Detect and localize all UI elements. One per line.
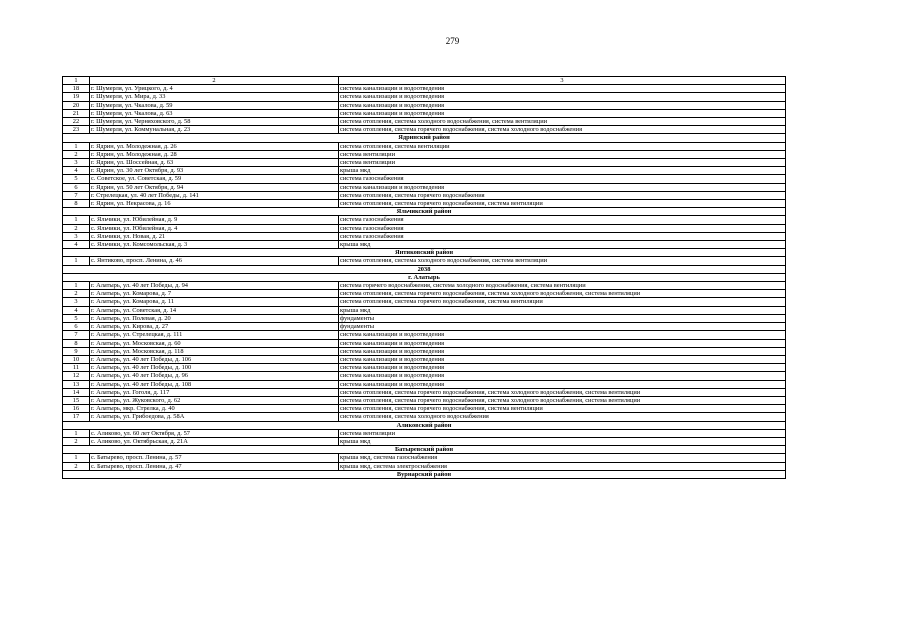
row-address: г. Алатырь, ул. Московская, д. 118 (90, 347, 339, 355)
row-work-type: система канализации и водоотведения (339, 380, 786, 388)
row-address: г. Стрелецкая, ул. 40 лет Победы, д. 141 (90, 191, 339, 199)
row-address: г. Алатырь, ул. Грибоедова, д. 58А (90, 413, 339, 421)
table-row (63, 372, 786, 380)
row-number: 22 (63, 118, 90, 126)
row-number: 17 (63, 413, 90, 421)
row-address: г. Шумерля, ул. Мира, д. 33 (90, 93, 339, 101)
row-number: 6 (63, 183, 90, 191)
row-address: г. Шумерля, ул. Чкалова, д. 59 (90, 101, 339, 109)
row-number: 6 (63, 323, 90, 331)
row-address: г. Алатырь, ул. Стрелецкая, д. 111 (90, 331, 339, 339)
row-address: г. Алатырь, ул. Полевая, д. 20 (90, 314, 339, 322)
row-address: г. Шумерля, ул. Черняховского, д. 58 (90, 118, 339, 126)
row-address: г. Алатырь, мкр. Стрелка, д. 40 (90, 405, 339, 413)
row-address: с. Батырево, просп. Ленина, д. 57 (90, 454, 339, 462)
row-address: г. Алатырь, ул. Комарова, д. 7 (90, 290, 339, 298)
row-number: 3 (63, 298, 90, 306)
row-work-type: крыша мкд (339, 437, 786, 445)
row-address: г. Ядрин, ул. Некрасова, д. 16 (90, 200, 339, 208)
row-number: 21 (63, 109, 90, 117)
table-row (63, 93, 786, 101)
section-title: Аликовский район (63, 421, 786, 429)
row-number: 7 (63, 331, 90, 339)
section-heading-row (63, 470, 786, 478)
row-number: 13 (63, 380, 90, 388)
table-row (63, 405, 786, 413)
page-number: 279 (445, 36, 460, 46)
row-work-type: система канализации и водоотведения (339, 93, 786, 101)
row-number: 1 (63, 257, 90, 265)
section-heading-row (63, 273, 786, 281)
row-number: 2 (63, 462, 90, 470)
row-number: 4 (63, 306, 90, 314)
header-col-3: 3 (339, 77, 786, 85)
row-address: г. Алатырь, ул. Кирова, д. 27 (90, 323, 339, 331)
row-work-type: система газоснабжения (339, 175, 786, 183)
row-address: г. Алатырь, ул. Комарова, д. 11 (90, 298, 339, 306)
row-number: 16 (63, 405, 90, 413)
table-row (63, 437, 786, 445)
row-number: 1 (63, 142, 90, 150)
row-number: 8 (63, 200, 90, 208)
row-number: 19 (63, 93, 90, 101)
table-row (63, 150, 786, 158)
table-body (63, 77, 786, 479)
table-row (63, 306, 786, 314)
table-row (63, 454, 786, 462)
row-number: 23 (63, 126, 90, 134)
row-address: г. Шумерля, ул. Чкалова, д. 63 (90, 109, 339, 117)
row-number: 20 (63, 101, 90, 109)
table-row (63, 200, 786, 208)
table-row (63, 413, 786, 421)
row-work-type: система отопления, система горячего водоснабжения, система холодного водоснабжения (339, 126, 786, 134)
row-work-type: система отопления, система горячего водоснабжения, система холодного водоснабжения, система вентиляции (339, 388, 786, 396)
row-work-type: система канализации и водоотведения (339, 355, 786, 363)
row-work-type: крыша мкд, система газоснабжения (339, 454, 786, 462)
row-work-type: система канализации и водоотведения (339, 109, 786, 117)
row-work-type: система канализации и водоотведения (339, 364, 786, 372)
section-title: Яльчикский район (63, 208, 786, 216)
row-work-type: система газоснабжения (339, 216, 786, 224)
row-work-type: система вентиляции (339, 429, 786, 437)
table-row (63, 183, 786, 191)
section-title: Вурнарский район (63, 470, 786, 478)
row-work-type: крыша мкд (339, 306, 786, 314)
row-work-type: система газоснабжения (339, 224, 786, 232)
row-address: с. Аликово, ул. 60 лет Октября, д. 57 (90, 429, 339, 437)
row-address: г. Алатырь, ул. Жуковского, д. 62 (90, 396, 339, 404)
row-address: с. Яльчики, ул. Юбилейная, д. 4 (90, 224, 339, 232)
row-address: г. Алатырь, ул. 40 лет Победы, д. 100 (90, 364, 339, 372)
row-work-type: система вентиляции (339, 150, 786, 158)
section-title: 2038 (63, 265, 786, 273)
row-number: 1 (63, 282, 90, 290)
table-row (63, 216, 786, 224)
row-address: г. Алатырь, ул. Советская, д. 14 (90, 306, 339, 314)
row-number: 8 (63, 339, 90, 347)
row-number: 9 (63, 347, 90, 355)
row-address: г. Ядрин, ул. Молодежная, д. 28 (90, 150, 339, 158)
row-work-type: фундаменты (339, 314, 786, 322)
row-number: 11 (63, 364, 90, 372)
row-work-type: фундаменты (339, 323, 786, 331)
section-heading-row (63, 446, 786, 454)
section-heading-row (63, 249, 786, 257)
row-address: г. Алатырь, ул. 40 лет Победы, д. 108 (90, 380, 339, 388)
row-address: с. Аликово, ул. Октябрьская, д. 21А (90, 437, 339, 445)
row-work-type: система вентиляции (339, 159, 786, 167)
table-row (63, 396, 786, 404)
table-row (63, 241, 786, 249)
row-work-type: система газоснабжения (339, 232, 786, 240)
table-row (63, 388, 786, 396)
row-address: с. Яльчики, ул. Юбилейная, д. 9 (90, 216, 339, 224)
table-row (63, 355, 786, 363)
section-title: Батыревский район (63, 446, 786, 454)
row-work-type: система отопления, система горячего водоснабжения, система вентиляции (339, 405, 786, 413)
header-col-2: 2 (90, 77, 339, 85)
row-address: с. Советское, ул. Советская, д. 59 (90, 175, 339, 183)
table-row (63, 339, 786, 347)
row-address: г. Алатырь, ул. 40 лет Победы, д. 94 (90, 282, 339, 290)
table-row (63, 290, 786, 298)
row-work-type: крыша мкд, система электроснабжения (339, 462, 786, 470)
table-row (63, 331, 786, 339)
row-work-type: система канализации и водоотведения (339, 339, 786, 347)
row-number: 7 (63, 191, 90, 199)
row-work-type: система канализации и водоотведения (339, 347, 786, 355)
row-address: с. Яльчики, ул. Новая, д. 21 (90, 232, 339, 240)
row-address: г. Ядрин, ул. 30 лет Октября, д. 93 (90, 167, 339, 175)
row-work-type: система отопления, система горячего водоснабжения, система холодного водоснабжения, система вентиляции (339, 290, 786, 298)
table-row (63, 429, 786, 437)
row-number: 5 (63, 175, 90, 183)
row-work-type: крыша мкд (339, 167, 786, 175)
row-address: г. Шумерля, ул. Урицкого, д. 4 (90, 85, 339, 93)
table-row (63, 224, 786, 232)
section-heading-row (63, 421, 786, 429)
header-col-1: 1 (63, 77, 90, 85)
row-number: 2 (63, 437, 90, 445)
table-row (63, 191, 786, 199)
row-address: г. Шумерля, ул. Коммунальная, д. 23 (90, 126, 339, 134)
table-row (63, 118, 786, 126)
capital-repair-table (62, 76, 786, 479)
row-address: г. Ядрин, ул. Шоссейная, д. 63 (90, 159, 339, 167)
row-address: г. Алатырь, ул. Гоголя, д. 117 (90, 388, 339, 396)
row-address: г. Ядрин, ул. 50 лет Октября, д. 94 (90, 183, 339, 191)
table-row (63, 364, 786, 372)
row-work-type: система отопления, система горячего водоснабжения, система холодного водоснабжения, система вентиляции (339, 396, 786, 404)
table-row (63, 167, 786, 175)
row-work-type: система канализации и водоотведения (339, 331, 786, 339)
row-work-type: крыша мкд (339, 241, 786, 249)
row-work-type: система отопления, система горячего водоснабжения, система вентиляции (339, 298, 786, 306)
row-address: с. Батырево, просп. Ленина, д. 47 (90, 462, 339, 470)
table-row (63, 142, 786, 150)
section-title: г. Алатырь (63, 273, 786, 281)
row-work-type: система отопления, система холодного водоснабжения (339, 413, 786, 421)
row-work-type: система канализации и водоотведения (339, 372, 786, 380)
table-row (63, 380, 786, 388)
row-address: г. Ядрин, ул. Молодежная, д. 26 (90, 142, 339, 150)
row-number: 2 (63, 224, 90, 232)
row-number: 1 (63, 454, 90, 462)
table-row (63, 323, 786, 331)
section-title: Ядринский район (63, 134, 786, 142)
row-work-type: система отопления, система вентиляции (339, 142, 786, 150)
row-address: с. Янтиково, просп. Ленина, д. 46 (90, 257, 339, 265)
row-number: 12 (63, 372, 90, 380)
table-header-row (63, 77, 786, 85)
section-title: Янтиковский район (63, 249, 786, 257)
row-work-type: система отопления, система горячего водоснабжения (339, 191, 786, 199)
row-number: 1 (63, 216, 90, 224)
row-number: 4 (63, 167, 90, 175)
table-row (63, 232, 786, 240)
table-row (63, 126, 786, 134)
row-work-type: система канализации и водоотведения (339, 183, 786, 191)
row-work-type: система канализации и водоотведения (339, 85, 786, 93)
table-row (63, 175, 786, 183)
row-work-type: система отопления, система холодного водоснабжения, система вентиляции (339, 257, 786, 265)
row-number: 2 (63, 290, 90, 298)
section-heading-row (63, 208, 786, 216)
table-row (63, 85, 786, 93)
row-number: 14 (63, 388, 90, 396)
table-row (63, 257, 786, 265)
table-row (63, 101, 786, 109)
table-row (63, 462, 786, 470)
row-work-type: система отопления, система холодного водоснабжения, система вентиляции (339, 118, 786, 126)
row-address: г. Алатырь, ул. Московская, д. 60 (90, 339, 339, 347)
row-number: 3 (63, 159, 90, 167)
row-address: г. Алатырь, ул. 40 лет Победы, д. 106 (90, 355, 339, 363)
row-number: 4 (63, 241, 90, 249)
row-number: 5 (63, 314, 90, 322)
row-number: 3 (63, 232, 90, 240)
row-work-type: система отопления, система горячего водоснабжения, система вентиляции (339, 200, 786, 208)
table-row (63, 298, 786, 306)
row-work-type: система канализации и водоотведения (339, 101, 786, 109)
row-address: с. Яльчики, ул. Комсомольская, д. 3 (90, 241, 339, 249)
row-number: 1 (63, 429, 90, 437)
table-row (63, 314, 786, 322)
section-heading-row (63, 134, 786, 142)
row-number: 18 (63, 85, 90, 93)
table-row (63, 282, 786, 290)
row-work-type: система горячего водоснабжения, система холодного водоснабжения, система вентиляции (339, 282, 786, 290)
row-number: 2 (63, 150, 90, 158)
table-row (63, 347, 786, 355)
table-row (63, 159, 786, 167)
row-number: 15 (63, 396, 90, 404)
row-address: г. Алатырь, ул. 40 лет Победы, д. 96 (90, 372, 339, 380)
table-row (63, 109, 786, 117)
row-number: 10 (63, 355, 90, 363)
section-heading-row (63, 265, 786, 273)
